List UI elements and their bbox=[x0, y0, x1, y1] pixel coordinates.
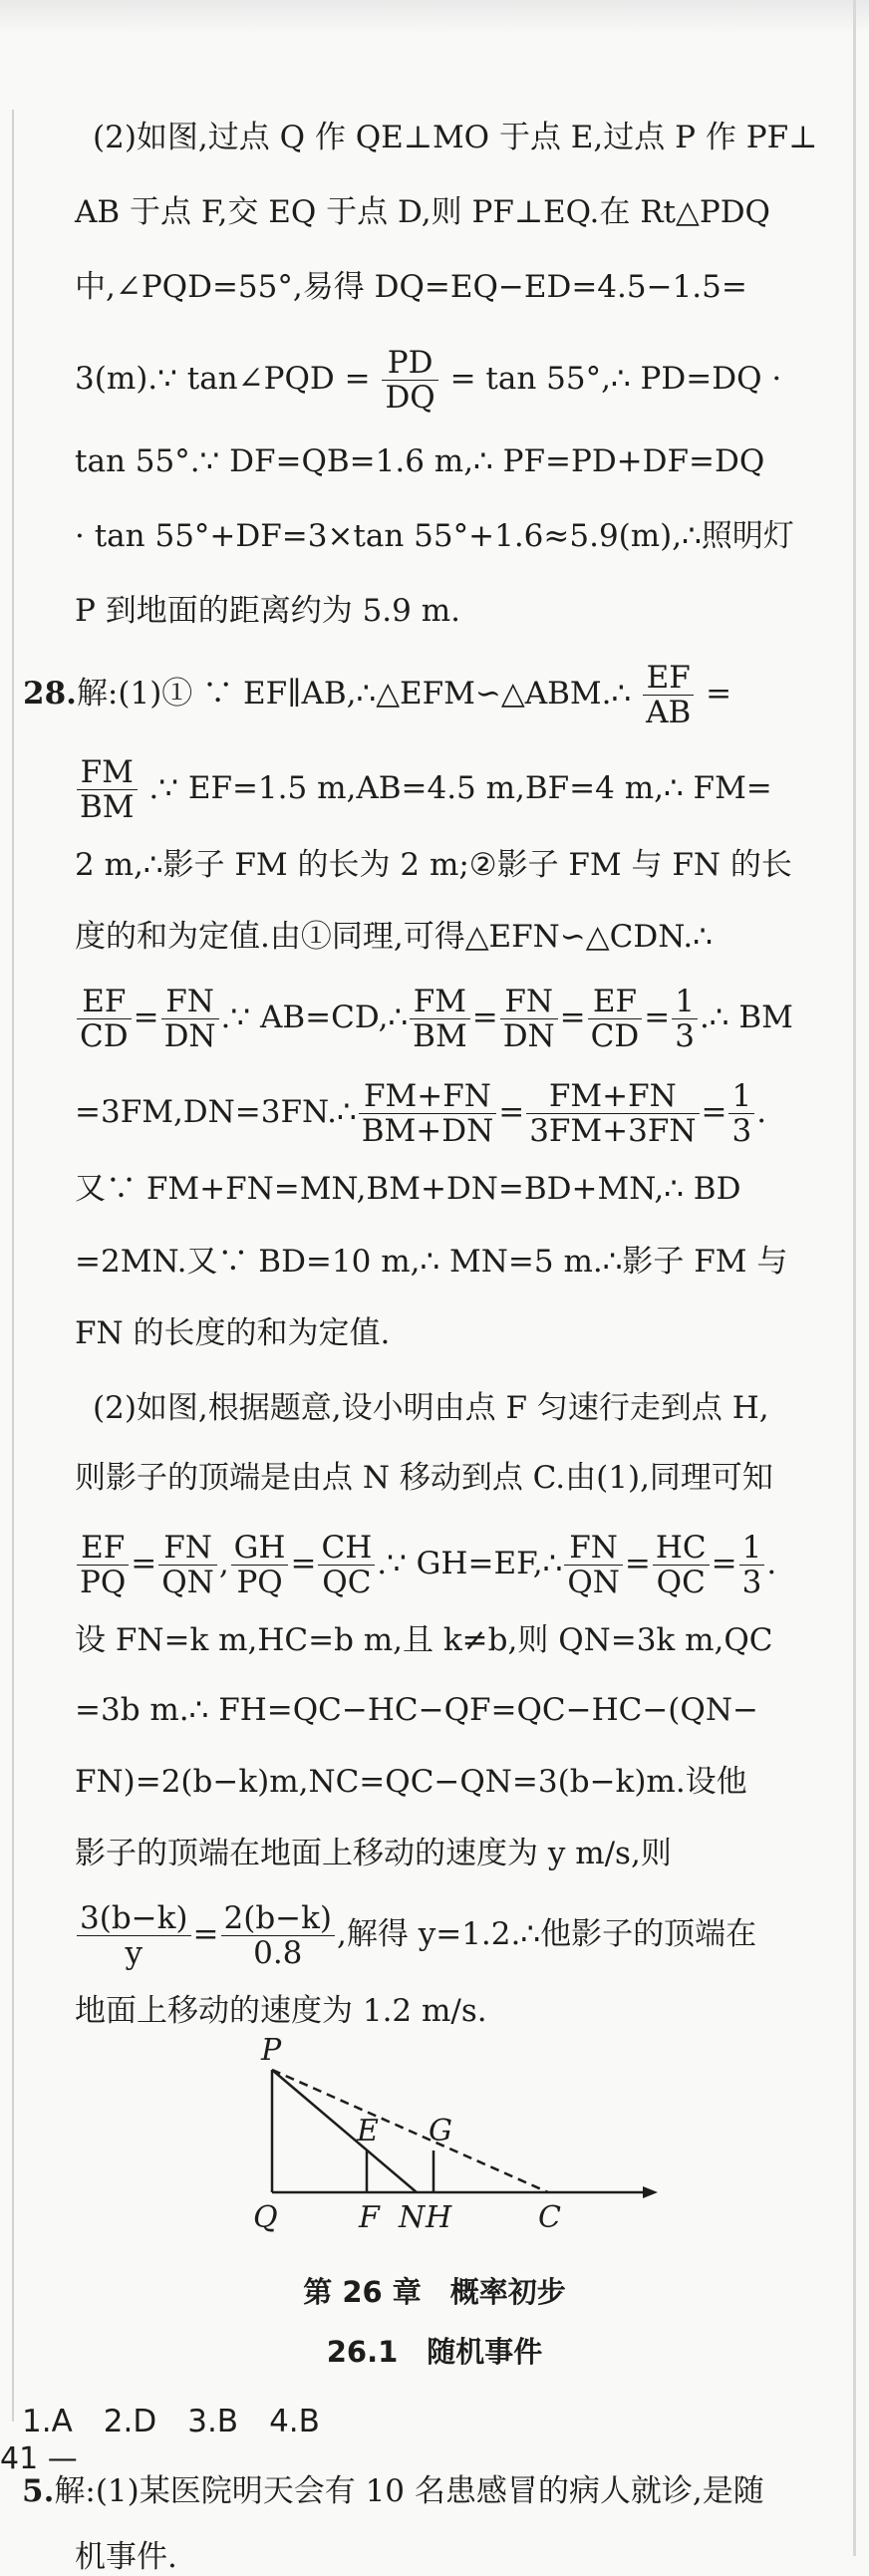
fraction-line bbox=[75, 975, 793, 1060]
fraction: $\frac{HC}{QC}$ bbox=[653, 1531, 710, 1599]
text-segment: = bbox=[133, 1000, 159, 1035]
page-number: 41 — bbox=[0, 2441, 78, 2476]
text-line: =3b m.∴ FH=QC−HC−QF=QC−HC−(QN− bbox=[75, 1692, 758, 1728]
fraction-line bbox=[75, 1521, 776, 1606]
text-line: 地面上移动的速度为 1.2 m/s. bbox=[75, 1993, 487, 2029]
fraction: $\frac{FM+FN}{3FM+3FN}$ bbox=[526, 1079, 699, 1148]
q28-line-2: $\frac{FM}{BM}$ .∵ EF=1.5 m,AB=4.5 m,BF=4 m,∴ FM= bbox=[75, 745, 772, 831]
text-segment: , bbox=[218, 1546, 229, 1581]
text-line: FN)=2(b−k)m,NC=QC−QN=3(b−k)m.设他 bbox=[75, 1764, 747, 1800]
text-segment: = bbox=[498, 1094, 525, 1130]
fraction: $\frac{1}{3}$ bbox=[739, 1531, 765, 1599]
text-segment: = bbox=[131, 1546, 157, 1581]
text-line: tan 55°.∵ DF=QB=1.6 m,∴ PF=PD+DF=DQ bbox=[75, 443, 765, 479]
fraction: $\frac{FN}{DN}$ bbox=[500, 985, 558, 1053]
text-segment: = bbox=[290, 1546, 317, 1581]
text-line: 则影子的顶端是由点 N 移动到点 C.由(1),同理可知 bbox=[75, 1460, 773, 1496]
text-segment: ,解得 y=1.2.∴他影子的顶端在 bbox=[337, 1916, 757, 1952]
fraction: $\frac{EF}{CD}$ bbox=[77, 985, 132, 1053]
ray-PC bbox=[272, 2070, 548, 2192]
text-segment: .∴ BM bbox=[699, 1000, 793, 1035]
label-N: N bbox=[399, 2200, 426, 2235]
fraction: $\frac{EF}{CD}$ bbox=[588, 985, 643, 1053]
text-segment: = bbox=[644, 1000, 671, 1035]
label-H: H bbox=[426, 2200, 452, 2235]
arrow-head-icon bbox=[643, 2186, 658, 2198]
tan-equation-line bbox=[75, 339, 781, 419]
text-segment: = bbox=[192, 1916, 219, 1952]
shadow-diagram bbox=[249, 2028, 668, 2252]
ray-PN bbox=[272, 2070, 417, 2192]
question-number: 28. bbox=[23, 676, 77, 712]
fraction: $\frac{EF}{PQ}$ bbox=[77, 1531, 129, 1599]
text-segment: = tan 55°,∴ PD=DQ · bbox=[449, 361, 782, 397]
text-segment: .∵ AB=CD,∴ bbox=[220, 1000, 409, 1035]
text-segment: = bbox=[624, 1546, 651, 1581]
text-segment: = bbox=[701, 1094, 727, 1130]
text-line: AB 于点 F,交 EQ 于点 D,则 PF⊥EQ.在 Rt△PDQ bbox=[75, 194, 770, 230]
label-F: F bbox=[359, 2200, 380, 2235]
fraction: $\frac{1}{3}$ bbox=[672, 985, 698, 1053]
fraction: $\frac{GH}{PQ}$ bbox=[231, 1531, 289, 1599]
text-segment: = bbox=[711, 1546, 737, 1581]
text-line: (2)如图,根据题意,设小明由点 F 匀速行走到点 H, bbox=[93, 1390, 769, 1426]
text-segment: . bbox=[766, 1546, 777, 1581]
text-segment: .∵ GH=EF,∴ bbox=[377, 1546, 563, 1581]
top-shadow bbox=[0, 0, 869, 34]
fraction: $\frac{FM}{BM}$ bbox=[77, 755, 138, 824]
text-line: =2MN.又∵ BD=10 m,∴ MN=5 m.∴影子 FM 与 bbox=[75, 1244, 788, 1280]
fraction: $\frac{CH}{QC}$ bbox=[318, 1531, 375, 1599]
text-line: · tan 55°+DF=3×tan 55°+1.6≈5.9(m),∴照明灯 bbox=[75, 518, 794, 554]
fraction-line bbox=[75, 1069, 766, 1155]
text-line: 中,∠PQD=55°,易得 DQ=EQ−ED=4.5−1.5= bbox=[75, 269, 747, 305]
chapter-title: 第 26 章 概率初步 bbox=[303, 2275, 566, 2309]
fraction: $\frac{FN}{QN}$ bbox=[158, 1531, 217, 1599]
label-C: C bbox=[538, 2200, 561, 2235]
fraction: $\frac{FN}{QN}$ bbox=[564, 1531, 623, 1599]
text-line: 影子的顶端在地面上移动的速度为 y m/s,则 bbox=[75, 1836, 672, 1871]
fraction-line bbox=[75, 1891, 756, 1977]
label-E: E bbox=[357, 2114, 379, 2148]
fraction: $\frac{FN}{DN}$ bbox=[161, 985, 219, 1053]
text-line: 又∵ FM+FN=MN,BM+DN=BD+MN,∴ BD bbox=[75, 1171, 741, 1207]
text-line: (2)如图,过点 Q 作 QE⊥MO 于点 E,过点 P 作 PF⊥ bbox=[93, 120, 818, 155]
q5-continuation: 机事件. bbox=[75, 2539, 177, 2575]
text-segment: 3(m).∵ tan∠PQD = bbox=[75, 361, 371, 397]
text-line: 度的和为定值.由①同理,可得△EFN∽△CDN.∴ bbox=[75, 919, 713, 955]
margin-rule bbox=[12, 110, 14, 2422]
text-line: P 到地面的距离约为 5.9 m. bbox=[75, 593, 460, 629]
fraction: $\frac{EF}{AB}$ bbox=[643, 661, 694, 729]
text-segment: =3FM,DN=3FN.∴ bbox=[75, 1094, 357, 1130]
fraction: $\frac{1}{3}$ bbox=[728, 1079, 754, 1148]
q5-line-1: 5.解:(1)某医院明天会有 10 名患感冒的病人就诊,是随 bbox=[22, 2473, 764, 2509]
section-title: 26.1 随机事件 bbox=[326, 2335, 543, 2369]
answer-list: 1.A 2.D 3.B 4.B bbox=[22, 2404, 320, 2439]
text-line: FN 的长度的和为定值. bbox=[75, 1315, 391, 1351]
label-G: G bbox=[429, 2114, 452, 2148]
label-P: P bbox=[261, 2033, 282, 2068]
fraction: $\frac{PD}{DQ}$ bbox=[382, 346, 437, 415]
fraction: $\frac{FM+FN}{BM+DN}$ bbox=[359, 1079, 496, 1148]
fraction: $\frac{3(b-k)}{y}$ bbox=[77, 1901, 191, 1970]
label-Q: Q bbox=[253, 2200, 278, 2235]
text-line: 2 m,∴影子 FM 的长为 2 m;②影子 FM 与 FN 的长 bbox=[75, 847, 792, 883]
fraction: $\frac{2(b-k)}{0.8}$ bbox=[221, 1901, 336, 1970]
fraction: $\frac{FM}{BM}$ bbox=[410, 985, 470, 1053]
text-segment: = bbox=[559, 1000, 586, 1035]
text-line: 设 FN=k m,HC=b m,且 k≠b,则 QN=3k m,QC bbox=[75, 1622, 773, 1658]
text-segment: = bbox=[471, 1000, 498, 1035]
question-number: 5. bbox=[22, 2473, 55, 2509]
q28-line-1: 28.解:(1)① ∵ EF∥AB,∴△EFM∽△ABM.∴ $\frac{EF}{AB}$ = bbox=[23, 659, 732, 730]
text-segment: . bbox=[756, 1094, 767, 1130]
page-edge bbox=[853, 0, 856, 2556]
